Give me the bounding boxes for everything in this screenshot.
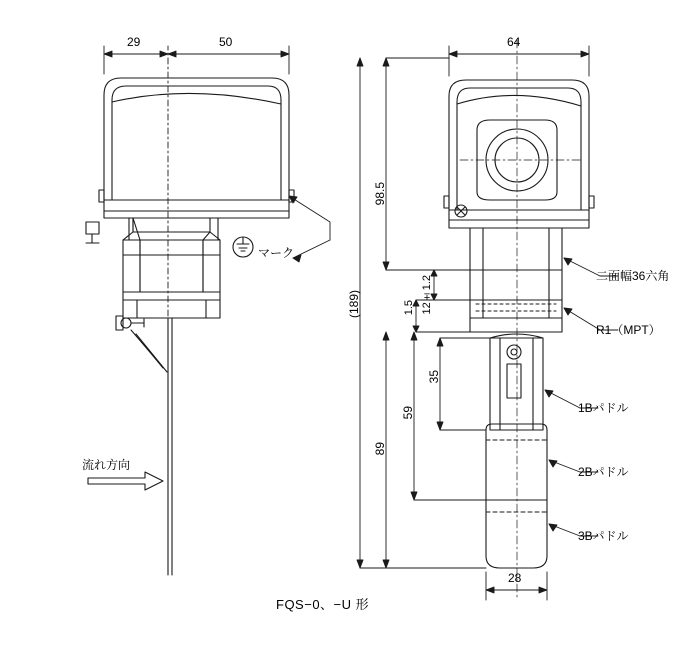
dimension-label-59: 59 [401,406,415,420]
ground-leader [289,196,330,262]
annotation-paddle-3b: 3Bパドル [578,529,629,543]
ground-symbol [233,237,253,257]
left-view-body [86,78,294,575]
dimension-label-98-5: 98.5 [373,182,387,206]
dimension-label-28: 28 [508,571,522,585]
annotation-hex-width: 二面幅36六角 [596,269,670,283]
right-view-body [444,80,594,568]
dimension-label-89: 89 [373,442,387,456]
flow-arrow [88,472,163,490]
dimension-label-29: 29 [127,35,141,49]
dimension-label-50: 50 [219,35,233,49]
dimension-label-12: 12±1.2 [421,275,433,315]
dimension-label-1-5: 1.5 [403,300,415,316]
dimension-label-64: 64 [507,35,521,49]
dimension-label-189: (189) [347,290,361,319]
annotation-paddle-1b: 1Bパドル [578,401,629,415]
annotation-paddle-2b: 2Bパドル [578,465,629,479]
dimension-label-35: 35 [427,370,441,384]
figure-caption: FQS−0、−U 形 [276,597,370,612]
annotation-flow-direction: 流れ方向 [82,458,131,472]
annotation-thread: R1（MPT） [596,323,661,337]
annotation-ground-mark: マーク [258,246,295,260]
